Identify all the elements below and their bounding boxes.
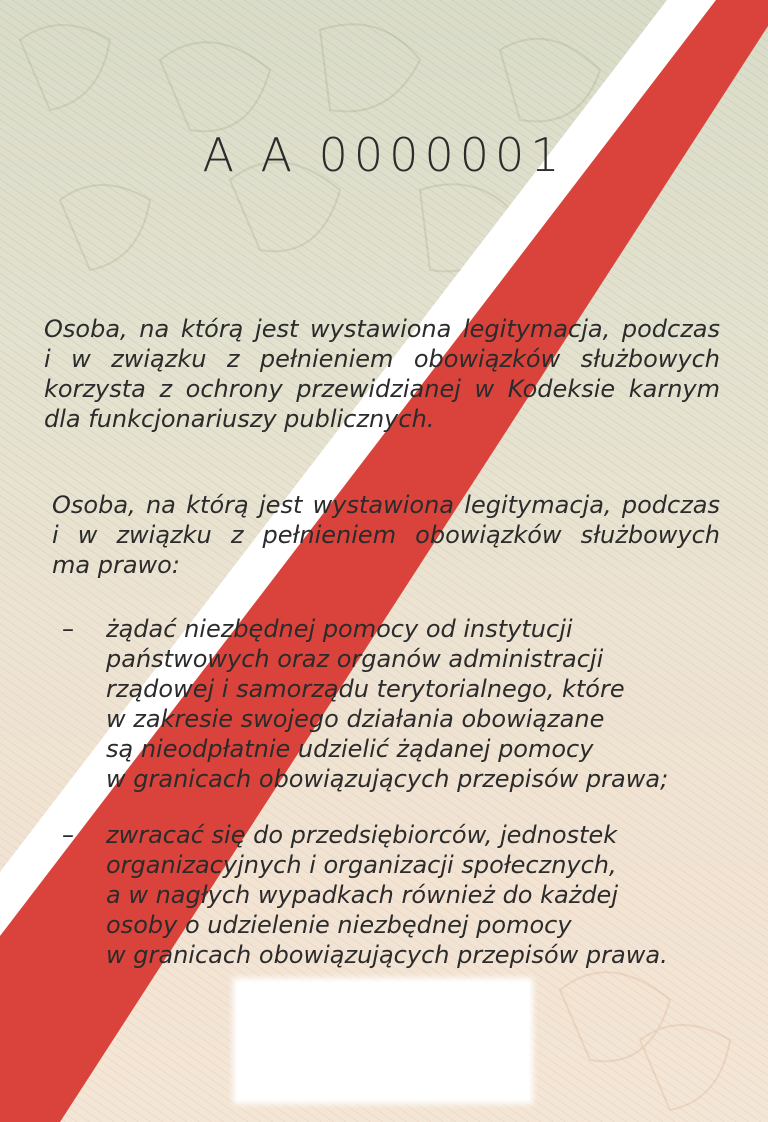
paragraph-protection	[44, 314, 720, 434]
text-line: i w związku z pełnieniem obowiązków służbowych	[44, 345, 720, 373]
text-line: w zakresie swojego działania obowiązane	[106, 705, 605, 733]
list-dash: –	[62, 615, 74, 643]
text-line: a w nagłych wypadkach również do każdej	[106, 881, 618, 909]
text-line: Osoba, na którą jest wystawiona legitymacja, podczas	[52, 491, 720, 519]
text-line: państwowych oraz organów administracji	[106, 645, 604, 673]
text-line: są nieodpłatnie udzielić żądanej pomocy	[106, 735, 594, 763]
list-dash: –	[62, 821, 74, 849]
paragraph-rights-intro	[52, 490, 720, 580]
text-line: i w związku z pełnieniem obowiązków służbowych	[52, 521, 720, 549]
text-line: organizacyjnych i organizacji społecznych,	[106, 851, 617, 879]
serial-number: A A 0000001	[202, 128, 566, 182]
text-line: w granicach obowiązujących przepisów prawa;	[106, 765, 669, 793]
text-line: w granicach obowiązujących przepisów prawa.	[106, 941, 668, 969]
text-line: ma prawo:	[52, 551, 180, 579]
text-line: rządowej i samorządu terytorialnego, które	[106, 675, 625, 703]
text-line: korzysta z ochrony przewidzianej w Kodeksie karnym	[44, 375, 720, 403]
text-line: Osoba, na którą jest wystawiona legitymacja, podczas	[44, 315, 720, 343]
text-line: dla funkcjonariuszy publicznych.	[44, 405, 435, 433]
text-line: zwracać się do przedsiębiorców, jednostek	[106, 821, 618, 849]
text-line: osoby o udzielenie niezbędnej pomocy	[106, 911, 572, 939]
text-line: żądać niezbędnej pomocy od instytucji	[106, 615, 573, 643]
blank-stamp-area	[237, 982, 529, 1100]
